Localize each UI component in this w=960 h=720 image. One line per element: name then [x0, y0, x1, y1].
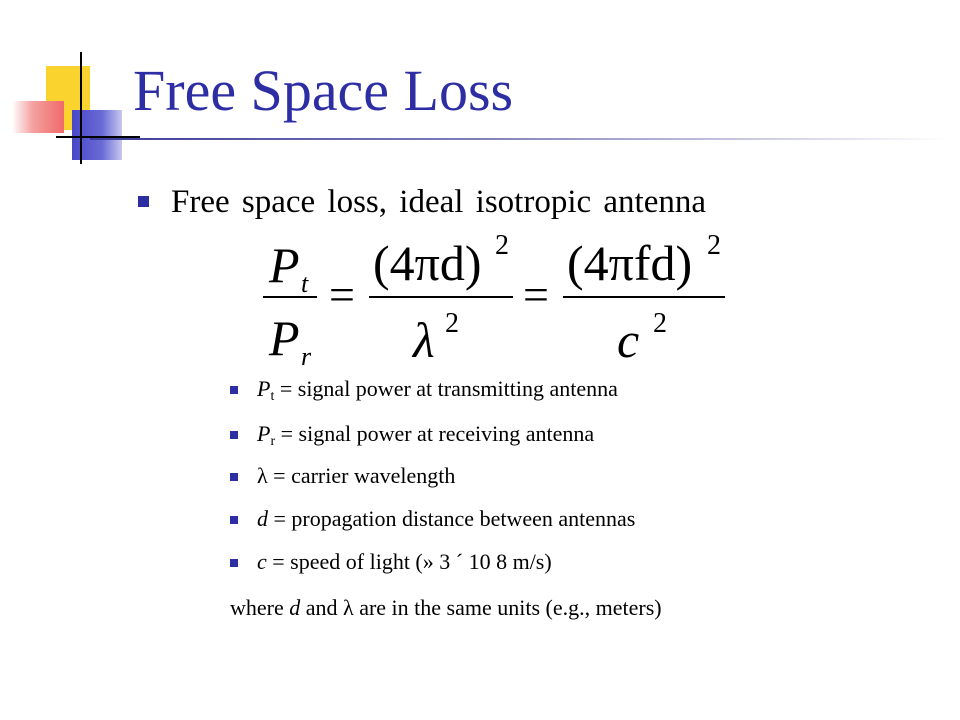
formula-right-num-exp: 2	[707, 230, 721, 261]
units-note-post: are in the same units (e.g., meters)	[353, 595, 662, 620]
formula-right-num: (4πfd)	[567, 235, 693, 291]
units-note-var-d: d	[289, 595, 301, 620]
logo-vertical-line	[80, 52, 82, 164]
definition-text: = carrier wavelength	[267, 463, 456, 488]
formula-eq-1: =	[329, 269, 355, 320]
definition-symbol: d	[257, 506, 268, 531]
slide-title: Free Space Loss	[133, 58, 514, 123]
formula-mid-num: (4πd)	[373, 235, 482, 291]
formula-mid-num-exp: 2	[495, 230, 509, 261]
bullet-square-icon	[138, 196, 149, 207]
definition-text: = propagation distance between antennas	[268, 506, 636, 531]
definition-symbol-sub: t	[270, 389, 275, 404]
formula-mid-den-exp: 2	[445, 308, 459, 339]
formula-lhs-num-sub: t	[301, 269, 309, 298]
definition-symbol-sub: r	[270, 434, 276, 449]
formula-right-den: c	[617, 312, 640, 368]
definition-symbol: P	[257, 376, 271, 401]
main-bullet-text: Free space loss, ideal isotropic antenna	[171, 184, 706, 220]
logo-red-square	[12, 101, 64, 133]
title-underline	[90, 138, 950, 140]
formula-mid-den: λ	[413, 312, 435, 368]
definition-text: = signal power at transmitting antenna	[274, 376, 618, 401]
formula-lhs-den-sub: r	[301, 342, 312, 371]
units-note-var-lambda: λ	[343, 595, 354, 620]
definition-symbol: c	[257, 549, 267, 574]
definition-text: = signal power at receiving antenna	[275, 421, 595, 446]
bullet-square-icon	[230, 473, 238, 481]
free-space-loss-formula	[255, 222, 745, 372]
definition-symbol: λ	[257, 463, 268, 488]
units-note-mid: and	[300, 595, 344, 620]
formula-right-den-exp: 2	[653, 308, 667, 339]
formula-eq-2: =	[523, 269, 549, 320]
bullet-square-icon	[230, 431, 238, 439]
bullet-square-icon	[230, 516, 238, 524]
decorative-logo	[0, 0, 140, 170]
definition-text: = speed of light (» 3 ´ 10 8 m/s)	[266, 549, 552, 574]
units-note-pre: where	[230, 595, 290, 620]
formula-lhs-num: P	[269, 237, 300, 293]
formula-lhs-den: P	[269, 310, 300, 366]
definition-symbol: P	[257, 421, 271, 446]
bullet-square-icon	[230, 386, 238, 394]
units-note	[230, 597, 662, 619]
bullet-square-icon	[230, 559, 238, 567]
